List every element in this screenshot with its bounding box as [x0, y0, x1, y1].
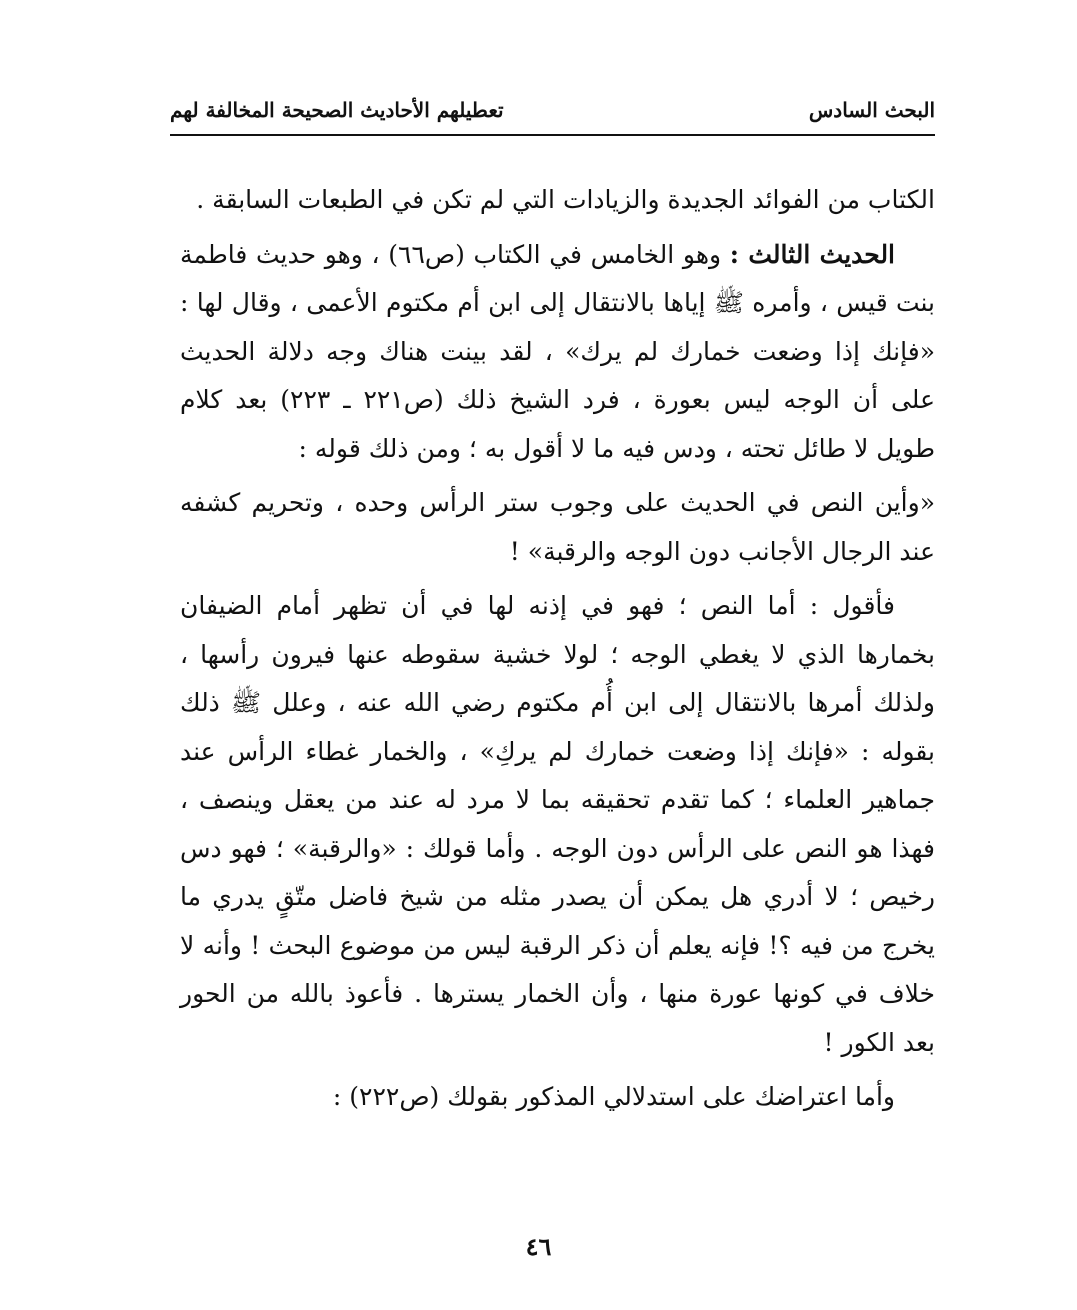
paragraph-text: الكتاب من الفوائد الجديدة والزيادات التي لم تكن في الطبعات السابقة .: [196, 185, 935, 214]
running-title: تعطيلهم الأحاديث الصحيحة المخالفة لهم: [170, 98, 504, 122]
paragraph-text: وهو الخامس في الكتاب (ص٦٦) ، وهو حديث فاطمة بنت قيس ، وأمره ﷺ إياها بالانتقال إلى ابن أم مكتوم الأعمى ، وقال لها : «فإنك إذا وضعت خمارك لم يرك» ، لقد بينت هناك وجه دلالة الحديث على أن الوجه ليس بعورة ، فرد الشيخ ذلك (ص٢٢١ ـ ٢٢٣) بعد كلام طويل لا طائل تحته ، ودس فيه ما لا أقول به ؛ ومن ذلك قوله :: [180, 239, 936, 463]
page-body: [180, 176, 935, 1122]
paragraph-quote: [180, 479, 935, 576]
paragraph-continuation: [180, 176, 935, 225]
paragraph-text: فأقول : أما النص ؛ فهو في إذنه لها في أن تظهر أمام الضيفان بخمارها الذي لا يغطي الوجه ؛ لولا خشية سقوطه عنها فيرون رأسها ، ولذلك أمرها بالانتقال إلى ابن أُم مكتوم رضي الله عنه ، وعلل ﷺ ذلك بقوله : «فإنك إذا وضعت خمارك لم يركِ» ، والخمار غطاء الرأس عند جماهير العلماء ؛ كما تقدم تحقيقه بما لا مرد له عند من يعقل وينصف ، فهذا هو النص على الرأس دون الوجه . وأما قولك : «والرقبة» ؛ فهو دس رخيص ؛ لا أدري هل يمكن أن يصدر مثله من شيخ فاضل متّقٍ يدري ما يخرج من فيه ؟! فإنه يعلم أن ذكر الرقبة ليس من موضوع البحث ! وأنه لا خلاف في كونها عورة منها ، وأن الخمار يسترها . فأعوذ بالله من الحور بعد الكور !: [180, 591, 935, 1057]
paragraph-objection: [180, 1073, 935, 1122]
page-number: ٤٦: [525, 1232, 552, 1261]
paragraph-lead-heading: الحديث الثالث :: [729, 239, 896, 269]
paragraph-text: وأما اعتراضك على استدلالي المذكور بقولك (ص٢٢٢) :: [332, 1082, 895, 1111]
paragraph-third-hadith: [180, 231, 935, 474]
section-title: البحث السادس: [808, 98, 935, 122]
page-header: [170, 92, 935, 132]
paragraph-response: [180, 582, 935, 1067]
header-divider: [170, 134, 935, 136]
paragraph-text: «وأين النص في الحديث على وجوب ستر الرأس وحده ، وتحريم كشفه عند الرجال الأجانب دون الوجه والرقبة» !: [180, 488, 935, 566]
